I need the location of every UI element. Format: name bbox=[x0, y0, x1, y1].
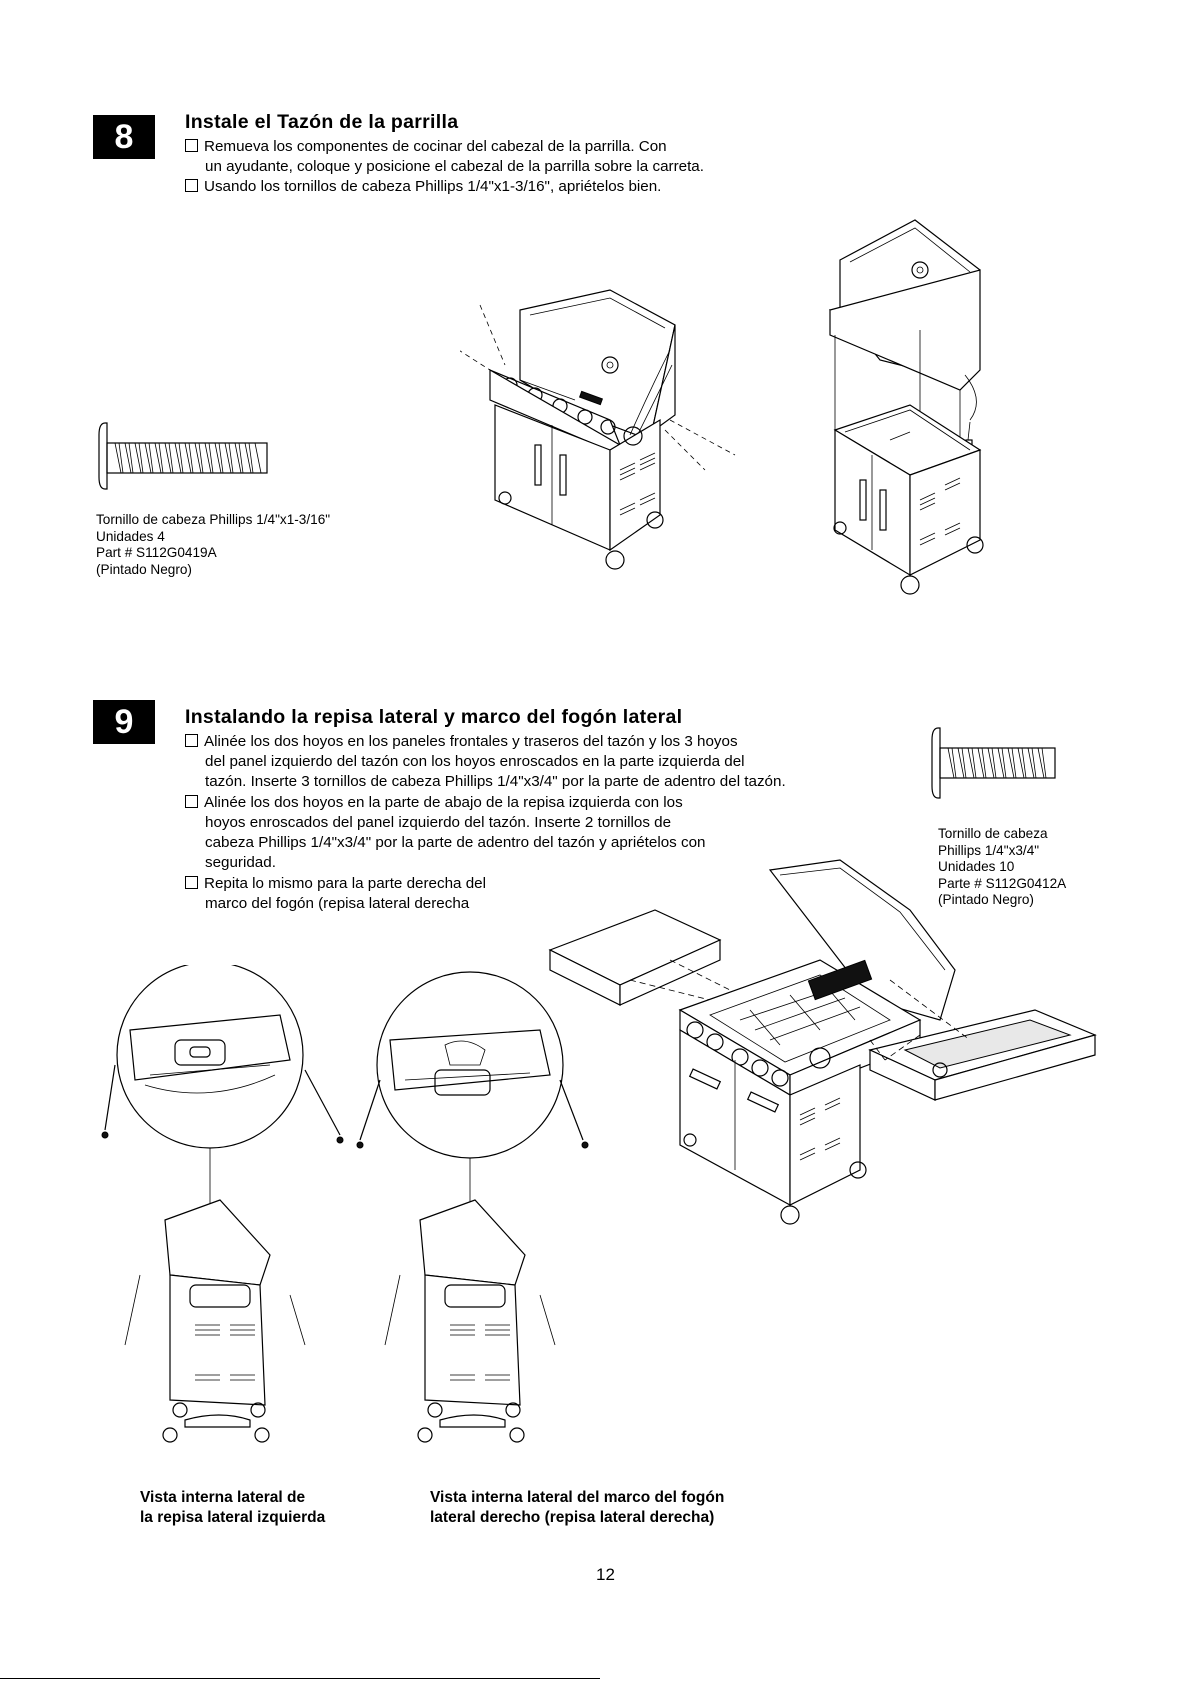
checkbox-icon bbox=[185, 876, 198, 889]
caption-left bbox=[140, 1488, 325, 1528]
step-8-title: Instale el Tazón de la parrilla bbox=[185, 111, 459, 133]
step-9-line-9: marco del fogón (repisa lateral derecha bbox=[205, 895, 470, 912]
step-9-line-6: cabeza Phillips 1/4"x3/4" por la parte de adentro del tazón y apriételos con bbox=[205, 834, 706, 851]
part-finish: (Pintado Negro) bbox=[96, 561, 192, 577]
step-9-line-7: seguridad. bbox=[205, 854, 276, 871]
part-number: Parte # S112G0412A bbox=[938, 875, 1067, 891]
step-9-line-8-text: Repita lo mismo para la parte derecha del bbox=[204, 875, 486, 892]
step-9-line-1 bbox=[185, 732, 738, 752]
step-9-line-8 bbox=[185, 874, 486, 894]
caption-left-line-2: la repisa lateral izquierda bbox=[140, 1509, 326, 1526]
step-8-line-2: un ayudante, coloque y posicione el cabezal de la parrilla sobre la carreta. bbox=[205, 158, 704, 175]
part-number: Part # S112G0419A bbox=[96, 545, 217, 560]
step-9-title: Instalando la repisa lateral y marco del fogón lateral bbox=[185, 706, 683, 728]
step-8-line-1 bbox=[185, 137, 667, 157]
step-9-line-1-text: Alinée los dos hoyos en los paneles frontales y traseros del tazón y los 3 hoyos bbox=[204, 733, 738, 750]
left-shelf-interior-view-illustration bbox=[90, 965, 360, 1475]
step-8-line-3-text: Usando los tornillos de cabeza Phillips 1/4"x1-3/16", apriételos bien. bbox=[204, 178, 662, 195]
page-number: 12 bbox=[596, 1565, 615, 1584]
step-9-badge bbox=[93, 700, 155, 744]
step-8-number: 8 bbox=[114, 117, 134, 156]
caption-left-line-1: Vista interna lateral de bbox=[140, 1489, 306, 1506]
step-9-number: 9 bbox=[114, 702, 134, 741]
right-frame-interior-view-illustration bbox=[345, 965, 605, 1475]
step-8-part-info bbox=[96, 512, 330, 578]
part-finish: (Pintado Negro) bbox=[938, 892, 1034, 907]
grill-with-side-shelves-illustration bbox=[540, 850, 1110, 1310]
step-9-line-5: hoyos enroscados del panel izquierdo del tazón. Inserte 2 tornillos de bbox=[205, 814, 672, 831]
checkbox-icon bbox=[185, 179, 198, 192]
part-name-line-1: Tornillo de cabeza bbox=[938, 826, 1048, 841]
checkbox-icon bbox=[185, 795, 198, 808]
grill-head-on-cart-illustration bbox=[460, 270, 800, 620]
step-9-line-2: del panel izquierdo del tazón con los hoyos enroscados en la parte izquierda del bbox=[205, 753, 745, 770]
checkbox-icon bbox=[185, 139, 198, 152]
caption-right bbox=[430, 1488, 724, 1528]
screw-3-4-icon bbox=[930, 720, 1060, 806]
screw-1-3-16-icon bbox=[95, 415, 285, 497]
step-9-line-4 bbox=[185, 793, 683, 813]
part-name-line-2: Phillips 1/4"x3/4" bbox=[938, 842, 1040, 858]
step-8-line-3 bbox=[185, 177, 661, 197]
part-units: Unidades 4 bbox=[96, 528, 165, 544]
caption-right-line-1: Vista interna lateral del marco del fogón bbox=[430, 1489, 725, 1506]
bottom-rule bbox=[0, 1678, 600, 1679]
step-8-line-1-text: Remueva los componentes de cocinar del cabezal de la parrilla. Con bbox=[204, 138, 667, 155]
checkbox-icon bbox=[185, 734, 198, 747]
step-8-badge bbox=[93, 115, 155, 159]
step-9-line-3: tazón. Inserte 3 tornillos de cabeza Phillips 1/4"x3/4" por la parte de adentro del tazón. bbox=[205, 773, 786, 790]
part-name: Tornillo de cabeza Phillips 1/4"x1-3/16" bbox=[96, 512, 331, 527]
step-9-line-4-text: Alinée los dos hoyos en la parte de abajo de la repisa izquierda con los bbox=[204, 794, 683, 811]
caption-right-line-2: lateral derecho (repisa lateral derecha) bbox=[430, 1509, 715, 1526]
part-units: Unidades 10 bbox=[938, 859, 1015, 874]
assembled-grill-illustration bbox=[820, 200, 1070, 660]
